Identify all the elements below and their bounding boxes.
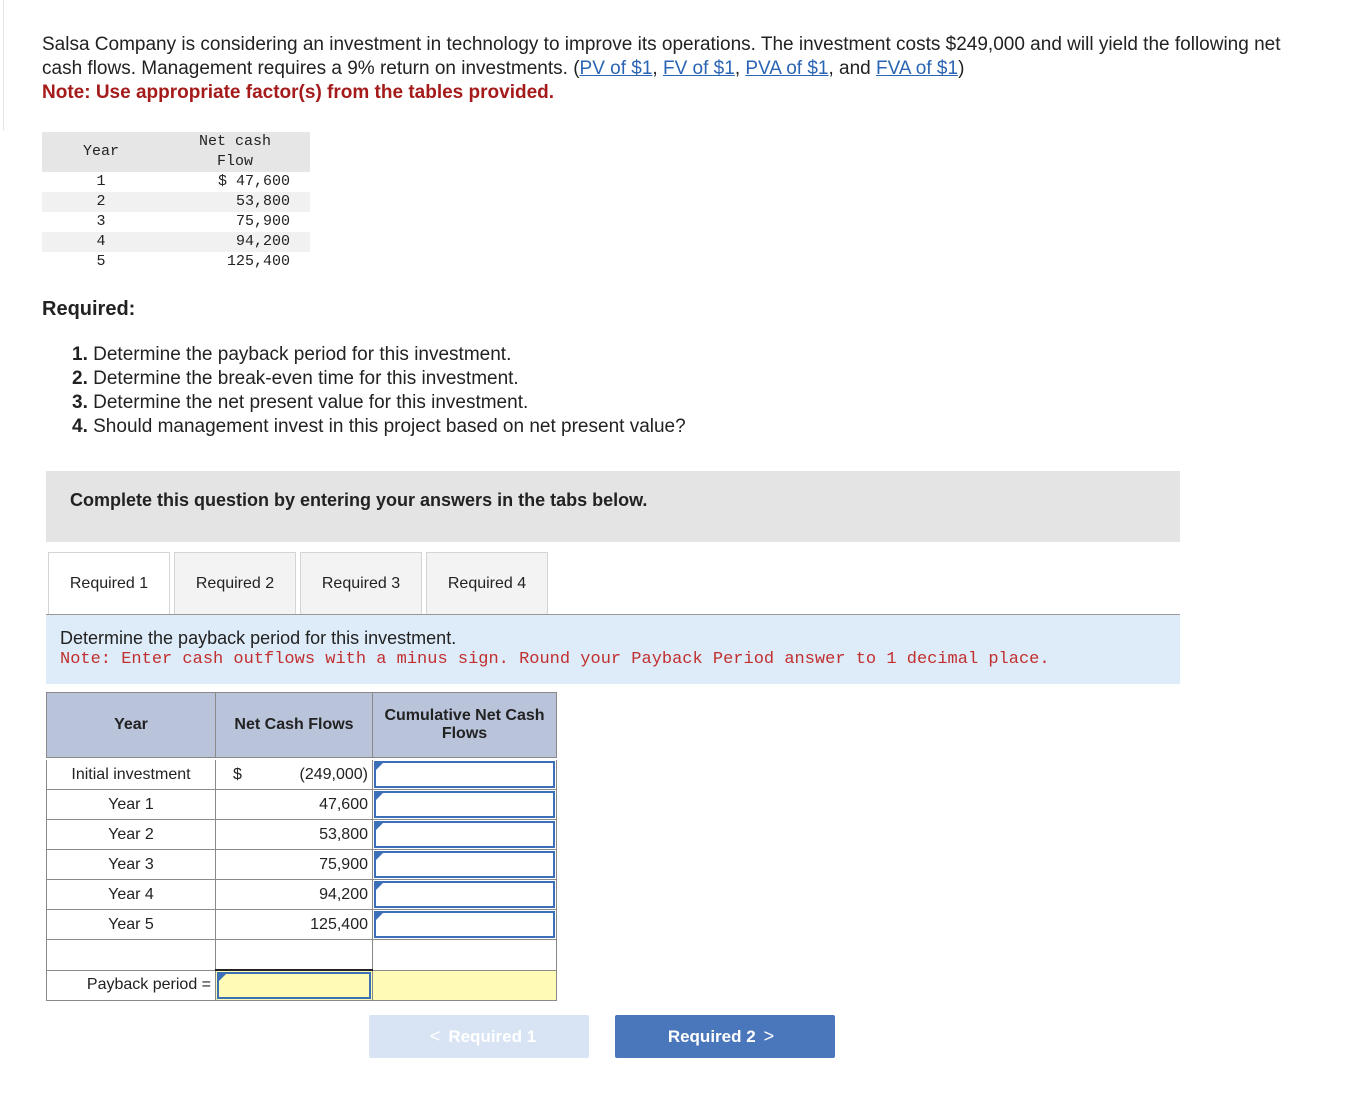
cf-flow: 53,800 (160, 192, 310, 212)
flag-icon (376, 793, 383, 800)
grid-header-cumulative: Cumulative Net Cash Flows (373, 693, 557, 758)
payback-row (47, 970, 557, 1001)
net-cash-value: 53,800 (319, 826, 368, 843)
chevron-left-icon: < (429, 1026, 441, 1046)
payback-input[interactable] (217, 972, 371, 999)
tab-bar (48, 552, 552, 614)
chevron-right-icon: > (763, 1026, 775, 1046)
required-item: 3. Determine the net present value for this investment. (72, 392, 529, 413)
blank-row (47, 940, 557, 971)
instructions-banner: Complete this question by entering your answers in the tabs below. (46, 471, 1180, 542)
table-row (47, 850, 557, 880)
row-label: Year 3 (47, 850, 216, 880)
left-border (0, 0, 4, 130)
net-cash-value: 125,400 (310, 916, 368, 933)
intro-text: Salsa Company is considering an investment in technology to improve its operations. The investment costs $249,000 and will yield the following net cash flows. Management requires a 9% return on investments. ( (42, 34, 1281, 79)
cumulative-input[interactable] (374, 851, 555, 878)
cf-year: 3 (96, 213, 106, 230)
required-item: 1. Determine the payback period for this investment. (72, 344, 512, 365)
flag-icon (376, 913, 383, 920)
cf-year: 2 (42, 192, 160, 212)
row-label: Year 2 (47, 820, 216, 850)
flag-icon (376, 763, 383, 770)
required-heading: Required: (42, 298, 136, 320)
flag-icon (376, 823, 383, 830)
flag-icon (376, 883, 383, 890)
dollar-sign: $ (233, 766, 242, 783)
flag-icon (376, 853, 383, 860)
factor-note: Note: Use appropriate factor(s) from the tables provided. (42, 82, 555, 103)
required-item: 4. Should management invest in this project based on net present value? (72, 416, 686, 437)
table-row (47, 880, 557, 910)
cumulative-input[interactable] (374, 791, 555, 818)
tab-required-3[interactable]: Required 3 (300, 552, 422, 614)
cf-year: 4 (42, 232, 160, 252)
cumulative-input[interactable] (374, 881, 555, 908)
table-row (47, 910, 557, 940)
cumulative-input[interactable] (374, 911, 555, 938)
cumulative-input[interactable] (374, 821, 555, 848)
instruction-line: Determine the payback period for this investment. (60, 628, 457, 648)
cf-year: 5 (96, 253, 106, 270)
tab-required-4[interactable]: Required 4 (426, 552, 548, 614)
problem-statement: Salsa Company is considering an investment in technology to improve its operations. The investment costs $249,000 and will yield the following net cash flows. Management requires a 9% return on investments. (PV of $1, FV of $1, PVA of $1, and FVA of $1) Note: Use appropriate factor(s) from the tables provided. (42, 34, 1281, 103)
tab-instructions (46, 615, 1180, 684)
table-row (47, 820, 557, 850)
cf-flow: 94,200 (160, 232, 310, 252)
payback-empty-cell (373, 970, 557, 1001)
flag-icon (219, 974, 226, 981)
row-label: Year 1 (47, 790, 216, 820)
instruction-note: Note: Enter cash outflows with a minus sign. Round your Payback Period answer to 1 decimal place. (60, 650, 1050, 669)
row-label: Year 4 (47, 880, 216, 910)
row-label: Initial investment (47, 760, 216, 790)
next-button[interactable]: Required 2 > (615, 1015, 835, 1058)
fva-link[interactable]: FVA of $1 (876, 58, 959, 79)
net-cash-value: 75,900 (319, 856, 368, 873)
answer-grid (46, 692, 557, 1001)
cf-flow: 75,900 (235, 213, 290, 230)
tab-required-2[interactable]: Required 2 (174, 552, 296, 614)
row-label: Year 5 (47, 910, 216, 940)
cf-header-year: Year (42, 132, 160, 172)
fv-link[interactable]: FV of $1 (662, 58, 735, 79)
payback-label: Payback period = (47, 970, 216, 1001)
cf-flow: $ 47,600 (217, 173, 290, 190)
tab-required-1[interactable]: Required 1 (48, 552, 170, 615)
required-item: 2. Determine the break-even time for this investment. (72, 368, 519, 389)
table-row (47, 790, 557, 820)
pva-link[interactable]: PVA of $1 (745, 58, 829, 79)
grid-header-year: Year (47, 693, 216, 758)
cf-year: 1 (96, 173, 106, 190)
prev-button[interactable]: < Required 1 (369, 1015, 589, 1058)
cf-flow: 125,400 (226, 253, 290, 270)
net-cash-value: (249,000) (299, 766, 368, 783)
grid-header-net: Net Cash Flows (216, 693, 373, 758)
required-list (72, 343, 686, 439)
cumulative-input[interactable] (374, 761, 555, 788)
table-row (47, 760, 557, 790)
net-cash-value: 94,200 (319, 886, 368, 903)
pv-link[interactable]: PV of $1 (579, 58, 653, 79)
cf-header-flow: Net cash Flow (160, 132, 310, 172)
net-cash-value: 47,600 (319, 796, 368, 813)
cash-flow-table (42, 132, 310, 272)
